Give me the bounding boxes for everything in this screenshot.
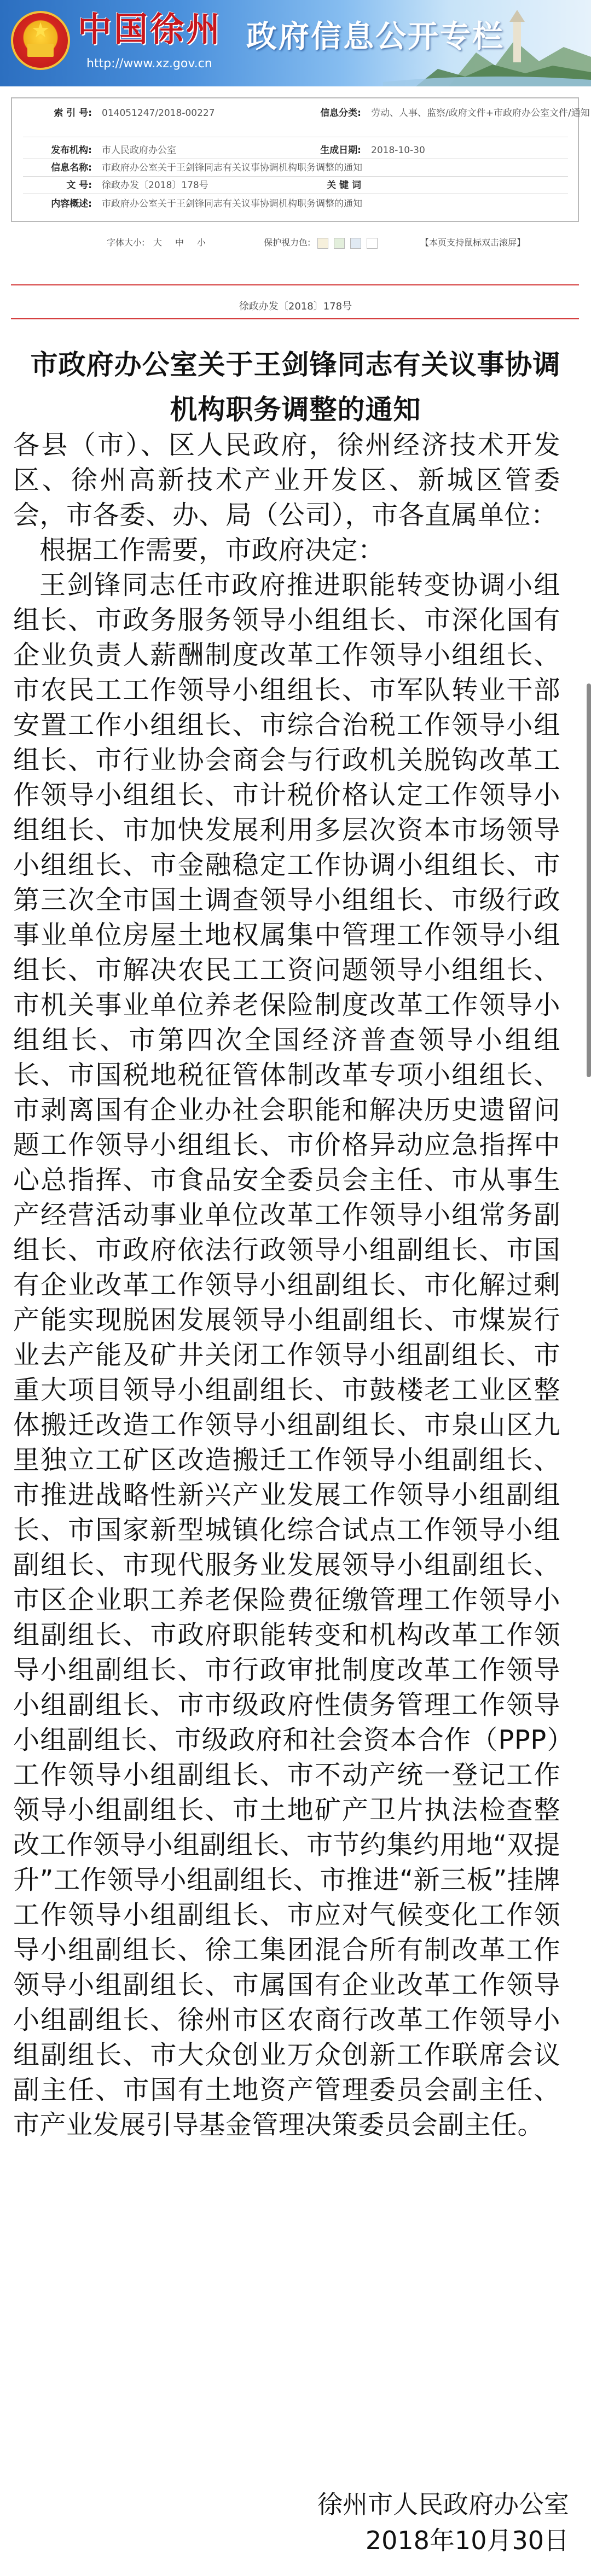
- eye-color-swatch[interactable]: [317, 238, 328, 249]
- info-name: [16, 160, 362, 176]
- site-title: 中国徐州: [78, 9, 223, 49]
- document-number: 徐政办发〔2018〕178号: [239, 301, 352, 312]
- info-summary: [16, 196, 362, 212]
- info-issuer: [16, 142, 176, 159]
- info-keywords: [286, 177, 371, 194]
- info-label: 生成日期:: [320, 145, 361, 156]
- red-rule: [11, 284, 579, 285]
- lead-paragraph: 根据工作需要，市政府决定：: [39, 535, 385, 565]
- info-label: 信息分类:: [320, 108, 361, 119]
- info-label: 文 号:: [66, 180, 92, 191]
- document-title: 市政府办公室关于王剑锋同志有关议事协调机构职务调整的通知: [30, 349, 561, 425]
- sign-date: 2018年10月30日: [365, 2526, 569, 2555]
- column-title: 政府信息公开专栏: [246, 19, 505, 55]
- font-size-large-button[interactable]: 大: [153, 237, 163, 248]
- info-date: [286, 142, 425, 159]
- info-value: 014051247/2018-00227: [102, 108, 215, 119]
- info-index: [16, 105, 215, 121]
- font-size-small-button[interactable]: 小: [197, 237, 206, 248]
- info-value: 市政府办公室关于王剑锋同志有关议事协调机构职务调整的通知: [102, 198, 362, 209]
- eye-color-swatch[interactable]: [367, 238, 378, 249]
- font-size-label: 字体大小:: [107, 237, 145, 248]
- national-emblem-icon: ★: [11, 11, 70, 70]
- info-category: [286, 105, 590, 121]
- info-value: 徐政办发〔2018〕178号: [102, 180, 208, 191]
- signer: 徐州市人民政府办公室: [317, 2490, 569, 2519]
- document-info-table: [11, 97, 590, 222]
- scrollbar[interactable]: [587, 684, 591, 1077]
- divider: [23, 176, 568, 177]
- font-size-medium-button[interactable]: 中: [175, 237, 184, 248]
- salutation: 各县（市）、区人民政府，徐州经济技术开发区、徐州高新技术产业开发区、新城区管委会，市各委、办、局（公司），市各直属单位：: [13, 430, 560, 530]
- info-value: 劳动、人事、监察/政府文件+市政府办公室文件/通知: [371, 108, 590, 119]
- eye-color-swatch[interactable]: [350, 238, 361, 249]
- info-label: 内容概述:: [51, 198, 92, 209]
- reading-tools-bar: [11, 230, 579, 256]
- info-value: 市政府办公室关于王剑锋同志有关议事协调机构职务调整的通知: [102, 162, 362, 173]
- info-label: 发布机构:: [51, 145, 92, 156]
- eye-care-color-label: 保护视力色:: [264, 237, 311, 248]
- info-label: 索 引 号:: [54, 108, 92, 119]
- document-body: [13, 428, 560, 2142]
- info-value: 2018-10-30: [371, 145, 425, 156]
- double-click-scroll-tip: 【本页支持鼠标双击滚屏】: [420, 237, 526, 248]
- red-rule: [11, 318, 579, 319]
- info-label: 信息名称:: [51, 162, 92, 173]
- info-value: 市人民政府办公室: [102, 145, 176, 156]
- info-label: 关 键 词: [327, 180, 361, 191]
- site-banner: [0, 0, 591, 86]
- info-value: [361, 180, 371, 191]
- site-url[interactable]: http://www.xz.gov.cn: [86, 57, 212, 71]
- eye-color-swatch[interactable]: [334, 238, 345, 249]
- info-docno: [16, 177, 208, 194]
- body-paragraph: 王剑锋同志任市政府推进职能转变协调小组组长、市政务服务领导小组组长、市深化国有企业负责人薪酬制度改革工作领导小组组长、市农民工工作领导小组组长、市军队转业干部安置工作小组组长、市综合治税工作领导小组组长、市行业协会商会与行政机关脱钩改革工作领导小组组长、市计税价格认定工作领导小组组长、市加快发展利用多层次资本市场领导小组组长、市金融稳定工作协调小组组长、市第三次全市国土调查领导小组组长、市级行政事业单位房屋土地权属集中管理工作领导小组组长、市解决农民工工资问题领导小组组长、市机关事业单位养老保险制度改革工作领导小组组长、市第四次全国经济普查领导小组组长、市国税地税征管体制改革专项小组组长、市剥离国有企业办社会职能和解决历史遗留问题工作领导小组组长、市价格异动应急指挥中心总指挥、市食品安全委员会主任、市从事生产经营活动事业单位改革工作领导小组常务副组长、市政府依法行政领导小组副组长、市国有企业改革工作领导小组副组长、市化解过剩产能实现脱困发展领导小组副组长、市煤炭行业去产能及矿井关闭工作领导小组副组长、市重大项目领导小组副组长、市鼓楼老工业区整体搬迁改造工作领导小组副组长、市泉山区九里独立工矿区改造搬迁工作领导小组副组长、市推进战略性新兴产业发展工作领导小组副组长、市国家新型城镇化综合试点工作领导小组副组长、市现代服务业发展领导小组副组长、市区企业职工养老保险费征缴管理工作领导小组副组长、市政府职能转变和机构改革工作领导小组副组长、市行政审批制度改革工作领导小组副组长、市市级政府性债务管理工作领导小组副组长、市级政府和社会资本合作（PPP）工作领导小组副组长、市不动产统一登记工作领导小组副组长、市土地矿产卫片执法检查整改工作领导小组副组长、市节约集约用地“双提升”工作领导小组副组长、市推进“新三板”挂牌工作领导小组副组长、市应对气候变化工作领导小组副组长、徐工集团混合所有制改革工作领导小组副组长、市属国有企业改革工作领导小组副组长、徐州市区农商行改革工作领导小组副组长、市大众创业万众创新工作联席会议副主任、市国有土地资产管理委员会副主任、市产业发展引导基金管理决策委员会副主任。: [13, 570, 560, 2140]
